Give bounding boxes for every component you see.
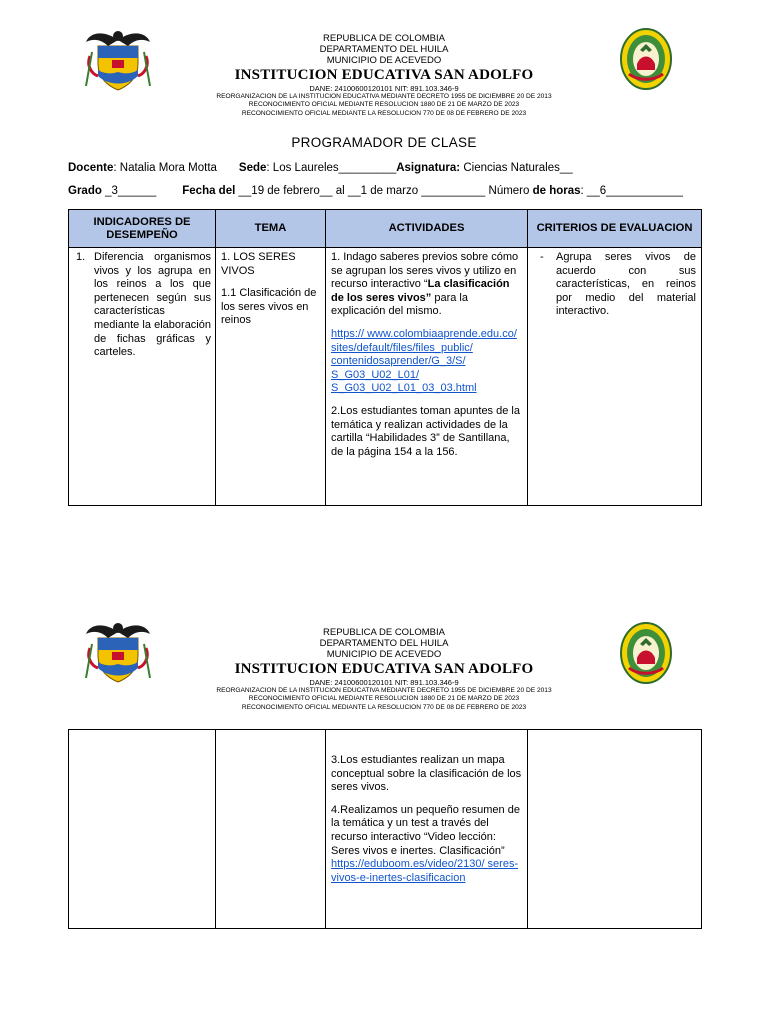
- grado-value: _3______: [101, 185, 157, 197]
- table-row: [69, 730, 702, 929]
- criterios-cell-empty: [528, 730, 702, 929]
- actividades-cell: [326, 730, 528, 929]
- class-plan-table-continued: [68, 729, 702, 929]
- header-country: REPUBLICA DE COLOMBIA: [323, 33, 445, 44]
- school-crest-icon: [620, 28, 672, 90]
- activity-3: 3.Los estudiantes realizan un mapa conceptual sobre la clasificación de los seres vivos.: [331, 754, 522, 794]
- activity-1-resource-name: La clasificación de los seres vivos”: [331, 278, 510, 304]
- header-indicadores: INDICADORES DE DESEMPEÑO: [69, 210, 216, 248]
- sede-label: Sede: [238, 162, 267, 174]
- teacher-info-row: [68, 162, 573, 174]
- class-plan-table: [68, 209, 702, 506]
- header-department: DEPARTAMENTO DEL HUILA: [319, 44, 449, 55]
- colombia-coat-of-arms-icon: [84, 618, 152, 686]
- institution-name: INSTITUCION EDUCATIVA SAN ADOLFO: [234, 661, 534, 677]
- header-reorganization: REORGANIZACION DE LA INSTITUCION EDUCATIVA MEDIANTE DECRETO 1955 DE DICIEMBRE 20 DE 2013: [216, 93, 552, 100]
- header-dane-nit: DANE: 24100600120101 NIT: 891.103.346-9: [309, 84, 459, 93]
- sede-value: : Los Laureles_________: [266, 162, 397, 174]
- table-header-row: [69, 210, 702, 248]
- activity-1: [331, 251, 522, 319]
- header-municipality: MUNICIPIO DE ACEVEDO: [326, 55, 442, 66]
- criterio-bullet: -: [540, 251, 544, 263]
- institution-header: [150, 33, 618, 118]
- asignatura-value: Ciencias Naturales__: [460, 162, 573, 174]
- activity-1-intro: 1. Indago saberes previos sobre cómo se agrupan los seres vivos y utilizo en recurso interactivo “: [331, 251, 519, 291]
- grade-info-row: [68, 185, 683, 197]
- indicador-cell: [69, 248, 216, 506]
- header-department: DEPARTAMENTO DEL HUILA: [319, 638, 449, 649]
- asignatura-label: Asignatura:: [396, 162, 461, 174]
- horas-label: de horas: [532, 185, 581, 197]
- tema-cell: [216, 248, 326, 506]
- horas-value: : __6____________: [580, 185, 683, 197]
- header-criterios: CRITERIOS DE EVALUACION: [528, 210, 702, 248]
- institution-header: [150, 627, 618, 712]
- header-reorganization: REORGANIZACION DE LA INSTITUCION EDUCATIVA MEDIANTE DECRETO 1955 DE DICIEMBRE 20 DE 2013: [216, 687, 552, 694]
- activity-2: 2.Los estudiantes toman apuntes de la temática y realizan actividades de la cartilla “Habilidades 3” de Santillana, de la página 154 a la 156.: [331, 404, 520, 458]
- school-crest-icon: [620, 622, 672, 684]
- colombia-coat-of-arms-icon: [84, 26, 152, 94]
- header-actividades: ACTIVIDADES: [326, 210, 528, 248]
- header-recognition-2: RECONOCIMIENTO OFICIAL MEDIANTE LA RESOLUCION 770 DE 08 DE FEBRERO DE 2023: [241, 109, 527, 117]
- activity-4: 4.Realizamos un pequeño resumen de la temática y un test a través del recurso interactivo “Video lección: Seres vivos e inertes. Clasificación”: [331, 803, 520, 857]
- actividades-cell: [326, 248, 528, 506]
- header-recognition-1: RECONOCIMIENTO OFICIAL MEDIANTE RESOLUCION 1880 DE 21 DE MARZO DE 2023: [248, 101, 520, 109]
- grado-label: Grado: [68, 185, 102, 197]
- criterios-cell: [528, 248, 702, 506]
- activity-1-purpose: para la explicación del mismo.: [331, 291, 468, 318]
- docente-label: Docente: [68, 162, 114, 174]
- indicador-number: 1.: [76, 251, 86, 263]
- header-dane-nit: DANE: 24100600120101 NIT: 891.103.346-9: [309, 678, 459, 687]
- page-title: PROGRAMADOR DE CLASE: [291, 135, 477, 150]
- docente-value: : Natalia Mora Motta: [113, 162, 217, 174]
- eduboom-link[interactable]: https://eduboom.es/video/2130/ seres-vivos-e-inertes-clasificacion: [331, 858, 519, 884]
- fecha-value: __19 de febrero__ al __1 de marzo __________ Número: [235, 185, 533, 197]
- criterio-text: Agrupa seres vivos de acuerdo con sus características, en reinos por medio del material interactivo.: [556, 251, 696, 318]
- table-row: [69, 248, 702, 506]
- header-recognition-1: RECONOCIMIENTO OFICIAL MEDIANTE RESOLUCION 1880 DE 21 DE MARZO DE 2023: [248, 695, 520, 703]
- indicador-text: Diferencia organismos vivos y los agrupa en los reinos a los que pertenecen según sus características mediante la elaboración de fichas gráficas y carteles.: [94, 251, 211, 359]
- header-municipality: MUNICIPIO DE ACEVEDO: [326, 649, 442, 660]
- institution-name: INSTITUCION EDUCATIVA SAN ADOLFO: [234, 67, 534, 83]
- header-tema: TEMA: [216, 210, 326, 248]
- indicador-cell-empty: [69, 730, 216, 929]
- tema-title: 1. LOS SERES VIVOS: [221, 251, 296, 277]
- header-country: REPUBLICA DE COLOMBIA: [323, 627, 445, 638]
- document-page-2: [0, 600, 768, 1024]
- colombiaaprende-link[interactable]: https:// www.colombiaaprende.edu.co/ sites/default/files/files_public/ contenidosaprender/G_3/S/ S_G03_U02_L01/ S_G03_U02_L01_03_03.html: [331, 327, 517, 395]
- tema-subtitle: 1.1 Clasificación de los seres vivos en reinos: [221, 287, 317, 327]
- fecha-label: Fecha del: [182, 185, 236, 197]
- tema-cell-empty: [216, 730, 326, 929]
- header-recognition-2: RECONOCIMIENTO OFICIAL MEDIANTE LA RESOLUCION 770 DE 08 DE FEBRERO DE 2023: [241, 703, 527, 711]
